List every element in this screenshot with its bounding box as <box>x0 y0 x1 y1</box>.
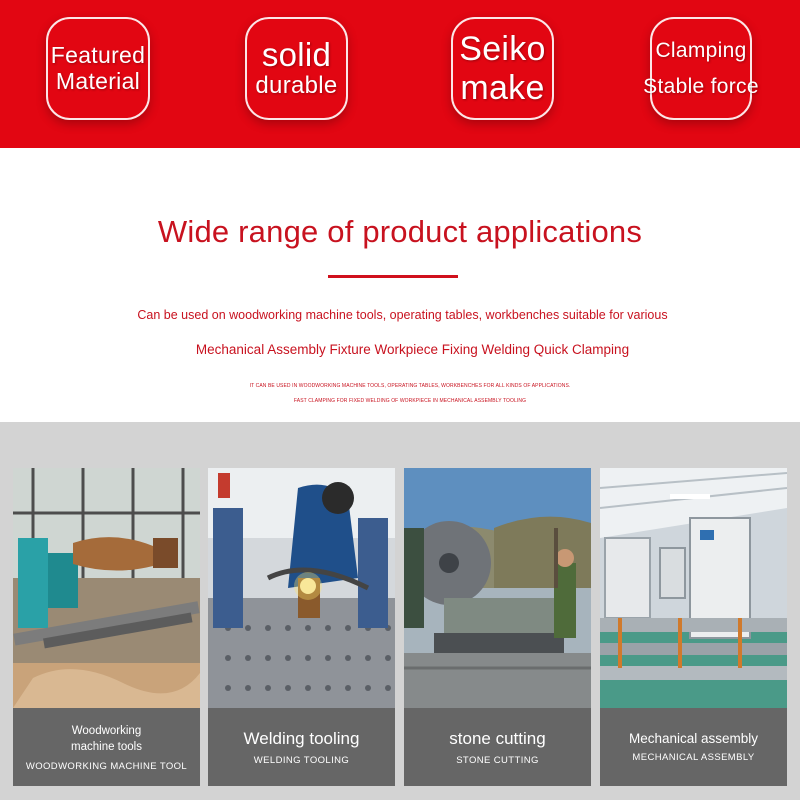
fine-print-2: FAST CLAMPING FOR FIXED WELDING OF WORKPIECE IN MECHANICAL ASSEMBLY TOOLING <box>293 398 527 404</box>
feature-badge-clamping <box>643 17 759 120</box>
badge-line-2: make <box>460 68 545 107</box>
welding-image <box>208 468 395 708</box>
application-card-welding <box>208 468 395 786</box>
application-subtitle: STONE CUTTING <box>456 754 539 766</box>
badge-line-2: Stable force <box>643 74 759 98</box>
feature-banner <box>0 0 800 148</box>
application-subtitle: WOODWORKING MACHINE TOOL <box>25 760 188 772</box>
mechanical-assembly-image <box>600 468 787 708</box>
application-card-mechanical-assembly <box>600 468 787 786</box>
badge-line-1: solid <box>261 35 332 73</box>
application-title: Woodworking machine tools <box>71 724 142 753</box>
badge-line-1: Featured <box>50 42 146 69</box>
section-title: Wide range of product applications <box>157 214 643 249</box>
feature-badge-material <box>46 17 150 120</box>
application-caption <box>404 708 591 786</box>
application-card-woodworking <box>13 468 200 786</box>
application-caption <box>600 708 787 786</box>
application-caption <box>208 708 395 786</box>
fine-print-1: IT CAN BE USED IN WOODWORKING MACHINE TOOLS, OPERATING TABLES, WORKBENCHES FOR ALL KINDS OF APPLICATIONS. <box>249 383 571 389</box>
stone-cutting-illustration <box>404 468 591 708</box>
application-title: stone cutting <box>449 728 546 748</box>
applications-intro <box>0 148 800 422</box>
application-subtitle: MECHANICAL ASSEMBLY <box>632 752 755 763</box>
feature-badge-seiko <box>451 17 554 120</box>
woodworking-lathe-illustration <box>13 468 200 708</box>
mechanical-assembly-illustration <box>600 468 787 708</box>
stone-cutting-image <box>404 468 591 708</box>
feature-badge-durable <box>245 17 348 120</box>
badge-line-2: Material <box>55 67 141 94</box>
applications-gallery <box>0 422 800 800</box>
application-caption <box>13 708 200 786</box>
title-divider <box>328 275 458 278</box>
woodworking-lathe-image <box>13 468 200 708</box>
application-subtitle: WELDING TOOLING <box>253 754 350 766</box>
welding-illustration <box>208 468 395 708</box>
application-card-stone-cutting <box>404 468 591 786</box>
description-line-1: Can be used on woodworking machine tools, operating tables, workbenches suitable for various <box>137 308 668 322</box>
application-title: Welding tooling <box>243 728 360 748</box>
application-title: Mechanical assembly <box>628 731 759 746</box>
badge-line-1: Clamping <box>655 39 747 63</box>
badge-line-2: durable <box>255 71 338 99</box>
badge-line-1: Seiko <box>459 30 546 69</box>
description-line-2: Mechanical Assembly Fixture Workpiece Fixing Welding Quick Clamping <box>195 342 630 357</box>
